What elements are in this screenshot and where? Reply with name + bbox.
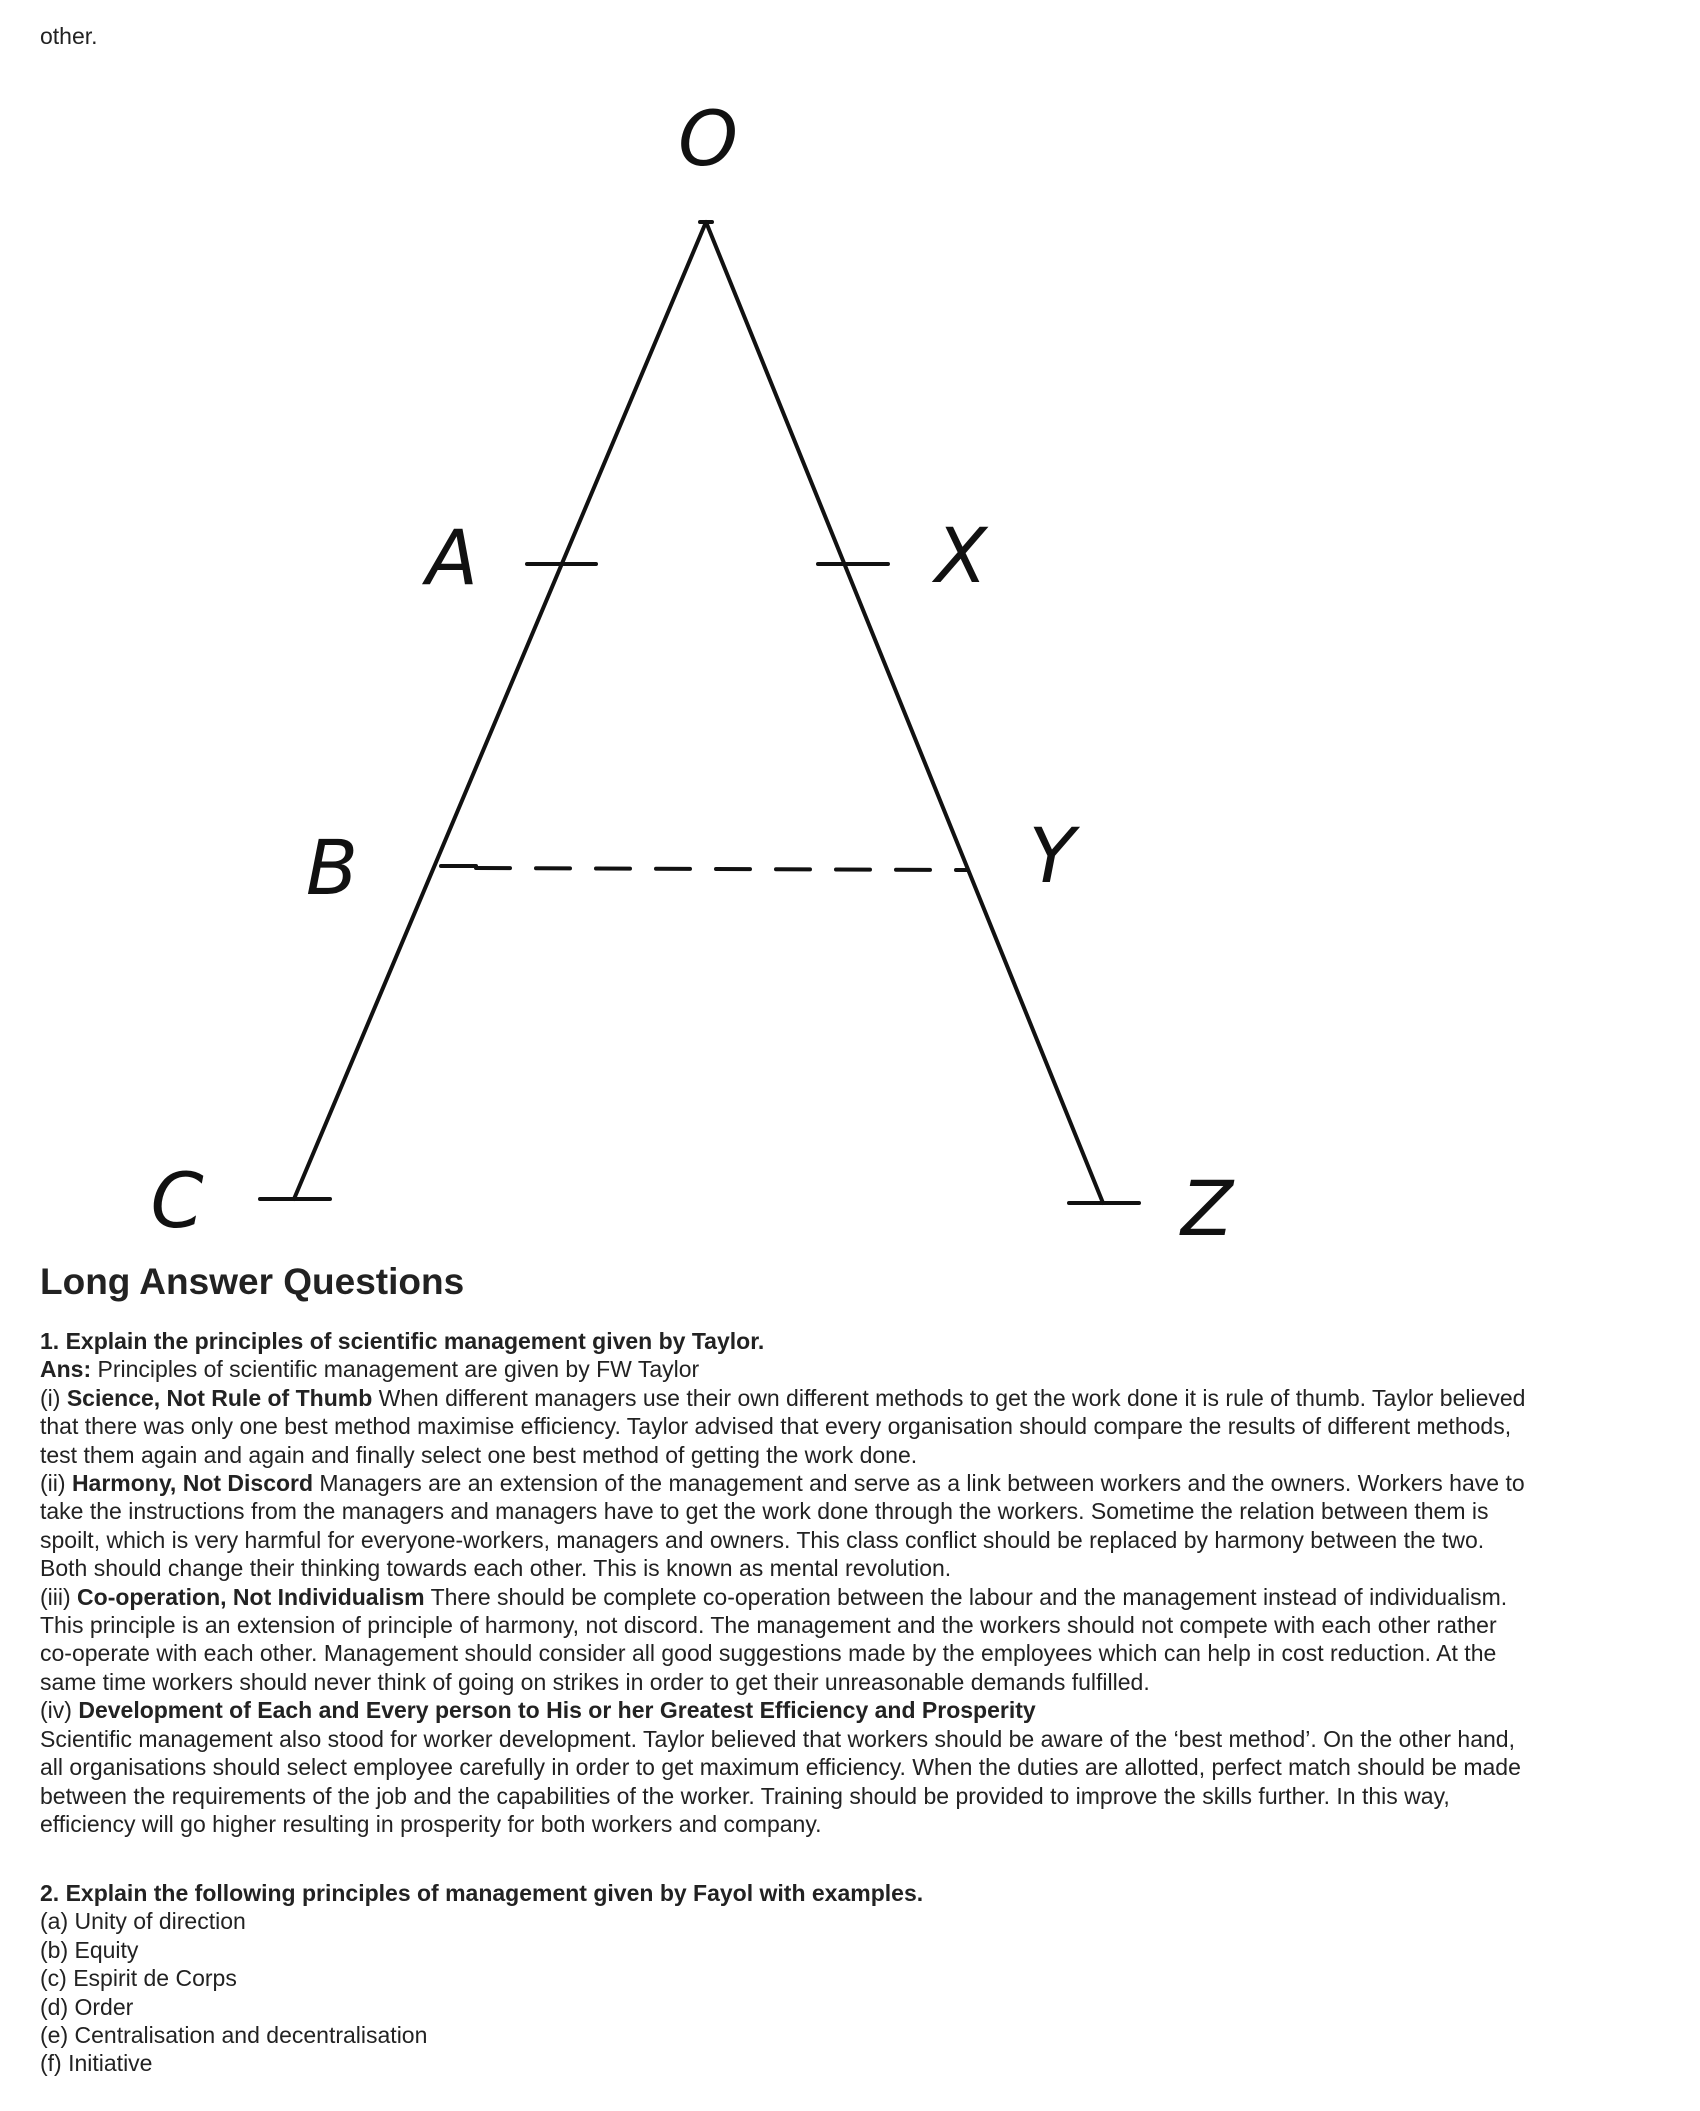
point-text: Both should change their thinking towards each other. This is known as mental revolution. — [40, 1555, 952, 1582]
point-text: Managers are an extension of the management and serve as a link between workers and the owners. Workers have to — [313, 1470, 1525, 1497]
point-text: Scientific management also stood for worker development. Taylor believed that workers should be aware of the ‘best method’. On the other hand, — [40, 1725, 1515, 1752]
label-o: O — [678, 94, 738, 183]
label-b: B — [305, 823, 359, 912]
dashed-line-by — [476, 868, 967, 870]
ans-text: Principles of scientific management are given by FW Taylor — [91, 1356, 700, 1383]
point-text: take the instructions from the managers and managers have to get the work done through the workers. Sometime the relation between them is — [40, 1498, 1489, 1525]
point-text: spoilt, which is very harmful for everyone-workers, managers and owners. This class conflict should be replaced by harmony between the two. — [40, 1526, 1485, 1553]
point-text: same time workers should never think of going on strikes in order to get their unreasonable demands fulfilled. — [40, 1668, 1150, 1695]
ans-label: Ans: — [40, 1356, 92, 1383]
line-oc — [294, 222, 706, 1199]
label-c: C — [150, 1156, 204, 1245]
top-text: other. — [40, 23, 98, 49]
point-title: Harmony, Not Discord — [71, 1470, 314, 1497]
section-heading: Long Answer Questions — [40, 1261, 465, 1302]
point-text: between the requirements of the job and the capabilities of the worker. Training should be provided to improve the skills further. In this way, — [40, 1782, 1450, 1809]
list-item: (f) Initiative — [40, 2050, 153, 2077]
point-title: Science, Not Rule of Thumb — [66, 1384, 373, 1411]
list-item: (c) Espirit de Corps — [40, 1965, 237, 1992]
point-title: Development of Each and Every person to His or her Greatest Efficiency and Prosperity — [78, 1697, 1036, 1724]
point-text: This principle is an extension of principle of harmony, not discord. The management and the workers should not compete with each other rather — [40, 1612, 1497, 1639]
label-z: Z — [1180, 1164, 1234, 1250]
point-prefix: (i) — [40, 1384, 67, 1411]
label-x: X — [934, 511, 988, 600]
point-prefix: (iii) — [40, 1583, 78, 1610]
question-1 — [40, 1327, 1525, 1838]
point-text: that there was only one best method maximise efficiency. Taylor advised that every organisation should compare the results of different methods, — [40, 1413, 1512, 1440]
list-item: (d) Order — [40, 1993, 134, 2020]
point-text: There should be complete co-operation between the labour and the management instead of individualism. — [424, 1583, 1508, 1610]
point-prefix: (iv) — [40, 1697, 79, 1724]
list-item: (a) Unity of direction — [40, 1908, 246, 1935]
point-text: all organisations should select employee carefully in order to get maximum efficiency. When the duties are allotted, perfect match should be made — [40, 1754, 1521, 1781]
point-text: co-operate with each other. Management should consider all good suggestions made by the employees which can help in cost reduction. At the — [40, 1640, 1497, 1667]
question-2 — [40, 1879, 923, 2078]
label-y: Y — [1028, 811, 1076, 900]
list-item: (e) Centralisation and decentralisation — [40, 2022, 428, 2049]
question-2-text: 2. Explain the following principles of management given by Fayol with examples. — [40, 1880, 924, 1906]
question-1-text: 1. Explain the principles of scientific management given by Taylor. — [40, 1328, 765, 1354]
line-oz — [706, 222, 1103, 1203]
point-text: When different managers use their own different methods to get the work done it is rule of thumb. Taylor believed — [372, 1384, 1526, 1411]
point-text: test them again and again and finally select one best method of getting the work done. — [40, 1441, 918, 1468]
point-title: Co-operation, Not Individualism — [77, 1583, 425, 1610]
point-text: efficiency will go higher resulting in prosperity for both workers and company. — [40, 1810, 822, 1837]
list-item: (b) Equity — [40, 1936, 139, 1963]
label-a: A — [426, 513, 478, 602]
point-prefix: (ii) — [40, 1470, 72, 1497]
